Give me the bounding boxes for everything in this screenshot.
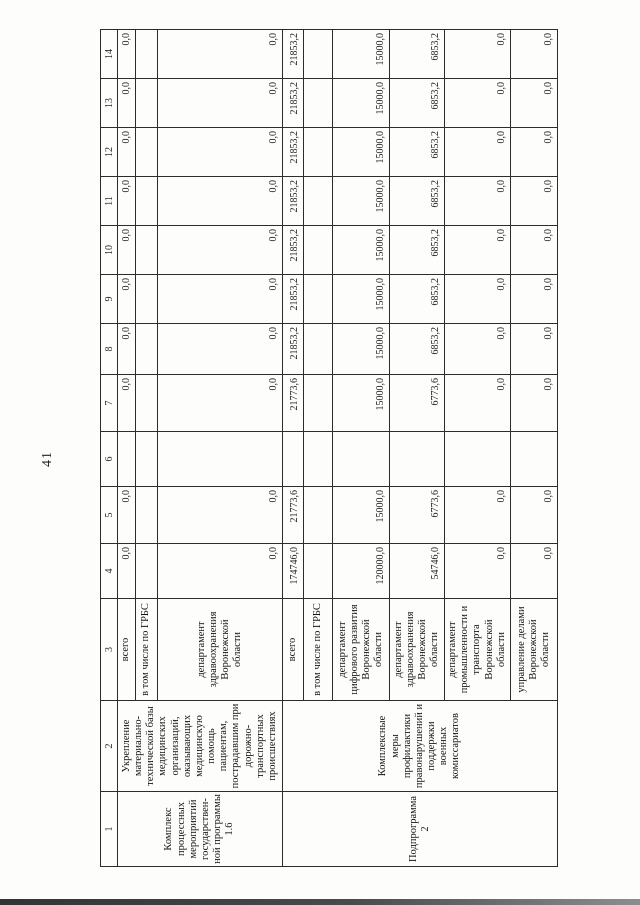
cell-value [283,432,304,487]
cell-value: 0,0 [118,128,136,177]
cell-value: 0,0 [158,544,283,599]
cell-value [136,375,158,432]
column-number-cell: 8 [101,324,118,375]
cell-value: 15000,0 [333,275,390,324]
cell-value: 21853,2 [283,275,304,324]
cell-value: 0,0 [158,79,283,128]
cell-value [304,30,333,79]
cell-value: 0,0 [511,30,558,79]
cell-value: 6773,6 [390,375,445,432]
cell-value [304,275,333,324]
cell-value: 21853,2 [283,226,304,275]
column-number-cell: 3 [101,599,118,701]
cell-value: 15000,0 [333,324,390,375]
cell-grbs: всего [283,599,304,701]
column-number-cell: 5 [101,487,118,544]
cell-value: 0,0 [158,487,283,544]
cell-value: 0,0 [158,177,283,226]
column-number-cell: 9 [101,275,118,324]
cell-value [304,79,333,128]
column-number-cell: 6 [101,432,118,487]
cell-value: 21773,6 [283,375,304,432]
cell-value: 174746,0 [283,544,304,599]
column-number-cell: 1 [101,792,118,867]
cell-grbs: всего [118,599,136,701]
cell-value: 0,0 [158,30,283,79]
cell-value [136,79,158,128]
cell-value [136,275,158,324]
cell-value: 6853,2 [390,79,445,128]
cell-value: 0,0 [118,544,136,599]
cell-value: 6853,2 [390,324,445,375]
column-number-cell: 12 [101,128,118,177]
cell-value: 15000,0 [333,128,390,177]
column-number-cell: 7 [101,375,118,432]
cell-value: 0,0 [118,324,136,375]
cell-value [304,177,333,226]
cell-value: 21853,2 [283,79,304,128]
cell-value [136,487,158,544]
cell-name-group1: Укрепление материально-технической базы медицинских организаций, оказывающих медицинскую помощь пациентам, пострадавшим при дорожно-транспортных происшествиях [118,701,283,792]
cell-value [136,432,158,487]
cell-value [304,487,333,544]
cell-grbs: в том числе по ГРБС [304,599,333,701]
cell-value: 15000,0 [333,79,390,128]
cell-value: 0,0 [445,79,511,128]
cell-value: 0,0 [445,177,511,226]
cell-value: 0,0 [445,487,511,544]
cell-value: 0,0 [511,324,558,375]
cell-value: 0,0 [445,275,511,324]
cell-value: 0,0 [445,544,511,599]
cell-value: 0,0 [511,544,558,599]
table-row [118,30,136,867]
cell-status-group1: Комплекс процессных мероприятий государственной программы 1.6 [118,792,283,867]
cell-value: 0,0 [118,177,136,226]
cell-value: 6853,2 [390,177,445,226]
cell-value: 0,0 [511,487,558,544]
cell-value: 0,0 [445,226,511,275]
cell-value: 0,0 [511,79,558,128]
column-numbers-row [101,30,118,867]
cell-value: 15000,0 [333,177,390,226]
column-number-cell: 4 [101,544,118,599]
cell-value: 0,0 [445,375,511,432]
cell-value: 15000,0 [333,30,390,79]
cell-value: 6773,6 [390,487,445,544]
cell-value: 6853,2 [390,128,445,177]
cell-value: 0,0 [158,324,283,375]
cell-value: 21853,2 [283,324,304,375]
cell-value: 6853,2 [390,30,445,79]
cell-grbs: департамент промышленности и транспорта Воронежской области [445,599,511,701]
cell-value: 0,0 [511,375,558,432]
table-row [283,30,304,867]
cell-grbs: в том числе по ГРБС [136,599,158,701]
cell-value: 21773,6 [283,487,304,544]
page-number: 41 [40,451,55,467]
cell-value: 6853,2 [390,226,445,275]
cell-value: 15000,0 [333,226,390,275]
cell-value [136,128,158,177]
cell-value: 21853,2 [283,30,304,79]
column-number-cell: 14 [101,30,118,79]
cell-value [304,544,333,599]
cell-value [136,544,158,599]
cell-value: 21853,2 [283,177,304,226]
cell-value: 0,0 [158,275,283,324]
cell-value: 0,0 [511,275,558,324]
cell-value: 15000,0 [333,487,390,544]
cell-value: 0,0 [445,324,511,375]
cell-value [136,30,158,79]
cell-value: 0,0 [445,30,511,79]
cell-value: 0,0 [158,375,283,432]
column-number-cell: 10 [101,226,118,275]
cell-value: 0,0 [118,226,136,275]
cell-value [511,432,558,487]
cell-value [304,324,333,375]
column-number-cell: 11 [101,177,118,226]
cell-grbs: департамент здравоохранения Воронежской области [158,599,283,701]
cell-value: 0,0 [118,275,136,324]
cell-value: 0,0 [118,375,136,432]
cell-grbs: департамент здравоохранения Воронежской области [390,599,445,701]
cell-value [304,128,333,177]
cell-value: 0,0 [118,30,136,79]
cell-grbs: департамент цифрового развития Воронежской области [333,599,390,701]
budget-table [100,29,558,867]
cell-value: 21853,2 [283,128,304,177]
cell-value [445,432,511,487]
scan-edge-artifact [0,899,640,905]
cell-value [118,432,136,487]
cell-value: 0,0 [158,226,283,275]
cell-value: 0,0 [511,128,558,177]
cell-value: 0,0 [118,79,136,128]
cell-value [136,226,158,275]
cell-value [304,226,333,275]
cell-value [304,432,333,487]
cell-grbs: управление делами Воронежской области [511,599,558,701]
cell-value [390,432,445,487]
cell-value: 15000,0 [333,375,390,432]
cell-value [158,432,283,487]
cell-value [136,177,158,226]
cell-value: 120000,0 [333,544,390,599]
cell-name-group2: Комплексные меры профилактики правонарушений и поддержки военных комиссариатов [283,701,558,792]
cell-value [136,324,158,375]
cell-value: 0,0 [511,226,558,275]
column-number-cell: 2 [101,701,118,792]
cell-value: 54746,0 [390,544,445,599]
cell-value [304,375,333,432]
cell-value: 0,0 [511,177,558,226]
cell-status-group2: Подпрограмма 2 [283,792,558,867]
cell-value: 6853,2 [390,275,445,324]
cell-value: 0,0 [445,128,511,177]
column-number-cell: 13 [101,79,118,128]
cell-value: 0,0 [158,128,283,177]
cell-value [333,432,390,487]
cell-value: 0,0 [118,487,136,544]
